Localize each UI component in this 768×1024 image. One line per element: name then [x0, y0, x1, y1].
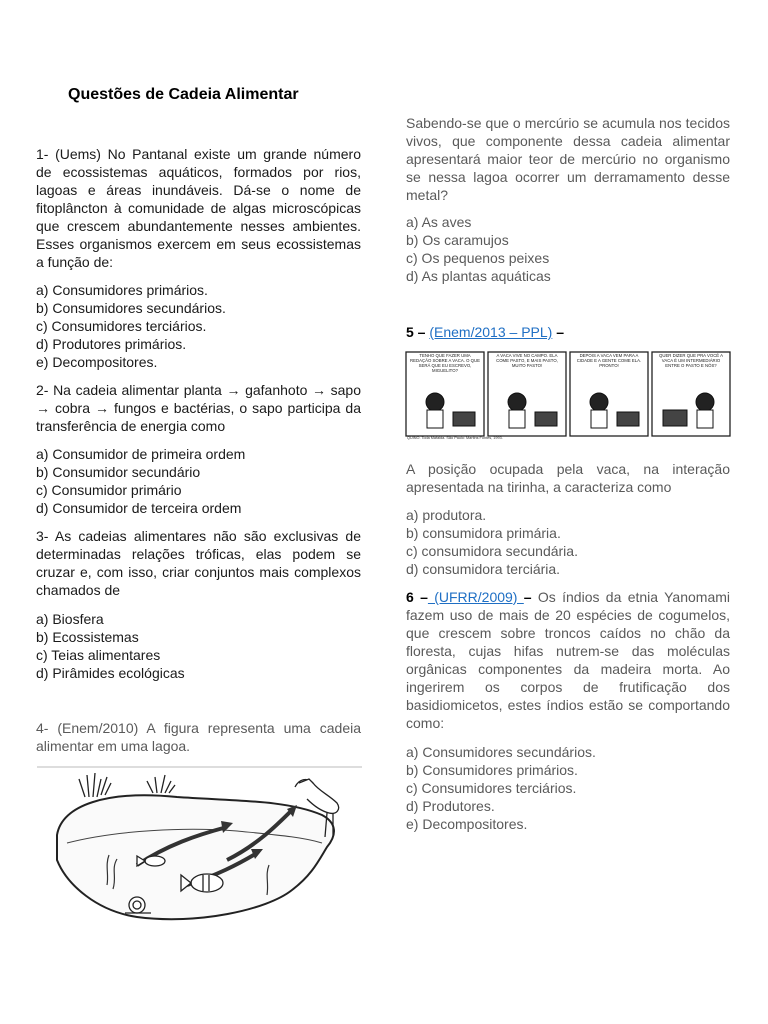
question-5-heading: [406, 323, 730, 341]
option: a) produtora.: [406, 507, 487, 523]
option: b) consumidora primária.: [406, 525, 561, 541]
option: d) Pirâmides ecológicas: [36, 665, 185, 681]
option: b) Consumidores secundários.: [36, 300, 226, 316]
question-4-options: [406, 213, 730, 285]
option: d) Produtores.: [406, 798, 495, 814]
question-1-options: [36, 281, 361, 371]
character-head-icon: [508, 393, 526, 411]
question-number: 6 –: [406, 589, 428, 605]
option: d) consumidora terciária.: [406, 561, 561, 577]
option: c) consumidora secundária.: [406, 543, 578, 559]
option: a) As aves: [406, 214, 472, 230]
option: d) Consumidor de terceira ordem: [36, 500, 242, 516]
dash: –: [556, 324, 565, 340]
option: e) Decompositores.: [36, 354, 158, 370]
question-2-options: [36, 445, 361, 517]
question-4-continuation: Sabendo-se que o mercúrio se acumula nos tecidos vivos, que componente dessa cadeia alimentar apresentará maior teor de mercúrio no organismo se nessa lagoa ocorrer um derramamento desse metal?: [406, 115, 730, 203]
question-6-body: Os índios da etnia Yanomami fazem uso de mais de 20 espécies de cogumelos, que crescem sobre troncos caídos no chão da floresta, cujas hifas nutrem-se das moléculas orgânicas componentes da madeira morta. Ao ingerirem os corpos de frutificação dos basidiomicetos, estes índios estão se comportando como:: [406, 589, 731, 731]
option: c) Teias alimentares: [36, 647, 161, 663]
character-body-icon: [427, 410, 443, 428]
comic-strip-figure: [405, 350, 732, 445]
option: a) Consumidores secundários.: [406, 744, 596, 760]
lagoon-food-chain-figure: [37, 765, 362, 930]
option: c) Consumidores terciários.: [36, 318, 207, 334]
option: a) Consumidores primários.: [36, 282, 208, 298]
character-head-icon: [426, 393, 444, 411]
comic-credit: QUINO. Toda Mafalda. São Paulo: Martins Fontes, 1993.: [407, 436, 503, 440]
option: c) Consumidores terciários.: [406, 780, 577, 796]
speech-bubble: QUER DIZER QUE PRA VOCÊ A VACA É UM INTERMEDIÁRIO ENTRE O PASTO E NÓS?: [659, 353, 723, 368]
character-icon: [453, 412, 475, 426]
character-head-icon: [590, 393, 608, 411]
source-link[interactable]: (UFRR/2009): [427, 589, 524, 605]
speech-bubble: TENHO QUE FAZER UMA REDAÇÃO SOBRE A VACA. O QUE SERÁ QUE EU ESCREVO, MIGUELITO?: [410, 353, 480, 373]
option: e) Decompositores.: [406, 816, 528, 832]
question-6-text: [406, 588, 730, 732]
question-4-text: 4- (Enem/2010) A figura representa uma cadeia alimentar em uma lagoa.: [36, 720, 361, 754]
question-3-text: 3- As cadeias alimentares não são exclusivas de determinadas relações tróficas, elas podem se cruzar e, com isso, criar conjuntos mais complexos chamados de: [36, 528, 361, 598]
option: c) Os pequenos peixes: [406, 250, 550, 266]
character-head-icon: [696, 393, 714, 411]
option: a) Consumidor de primeira ordem: [36, 446, 246, 462]
source-link[interactable]: (Enem/2013 – PPL): [429, 324, 553, 340]
option: b) Consumidores primários.: [406, 762, 578, 778]
option: d) Produtores primários.: [36, 336, 187, 352]
option: b) Os caramujos: [406, 232, 509, 248]
question-6-options: [406, 743, 730, 833]
speech-bubble: A VACA VIVE NO CAMPO. ELA COME PASTO, E MAIS PASTO, MUITO PASTO!: [496, 353, 558, 368]
page-title: Questões de Cadeia Alimentar: [68, 86, 299, 103]
speech-bubble: DEPOIS A VACA VEM PARA A CIDADE E A GENTE COME ELA. PRONTO!: [576, 353, 642, 368]
option: b) Consumidor secundário: [36, 464, 201, 480]
question-2-text: 2- Na cadeia alimentar planta → gafanhoto → sapo → cobra → fungos e bactérias, o sapo participa da transferência de energia como: [36, 382, 361, 434]
question-5-text: A posição ocupada pela vaca, na interação apresentada na tirinha, a caracteriza como: [406, 461, 730, 495]
grass-icon: [79, 773, 175, 797]
question-number: 5 –: [406, 324, 426, 340]
dash: –: [523, 589, 532, 605]
option: b) Ecossistemas: [36, 629, 139, 645]
option: a) Biosfera: [36, 611, 104, 627]
question-5-options: [406, 506, 730, 578]
question-1-text: 1- (Uems) No Pantanal existe um grande número de ecossistemas aquáticos, formados por rios, lagoas e áreas inundáveis. Dá-se o nome de fitoplâncton à comunidade de algas microscópicas que crescem abundantemente nesses ambientes. Esses organismos exercem em seus ecossistemas a função de:: [36, 146, 361, 270]
option: c) Consumidor primário: [36, 482, 182, 498]
question-3-options: [36, 610, 361, 682]
option: d) As plantas aquáticas: [406, 268, 551, 284]
